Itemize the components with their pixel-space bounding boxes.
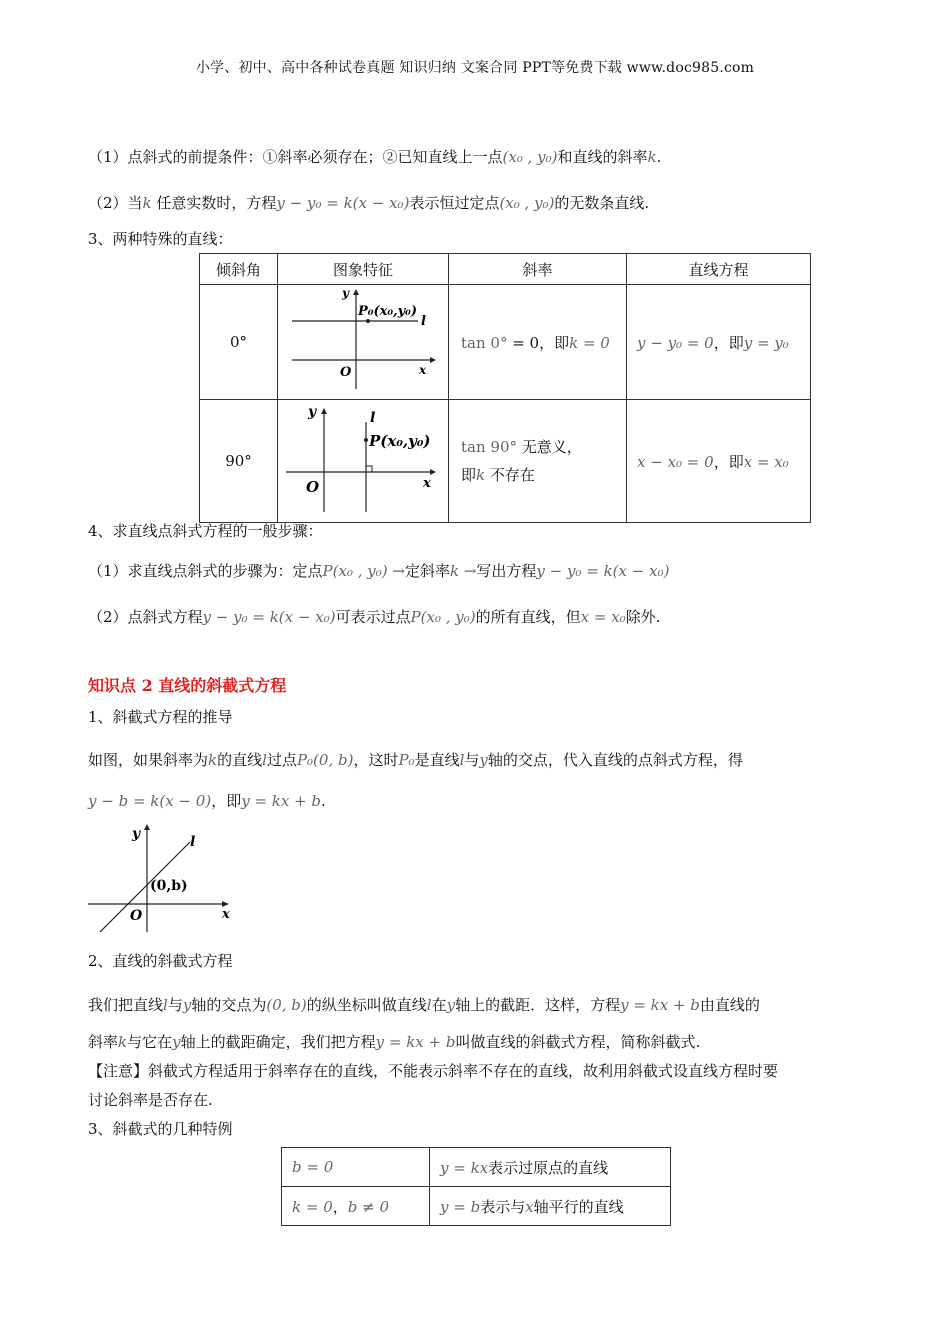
text: 无意义，: [517, 438, 582, 456]
text: 的纵坐标叫做直线: [306, 996, 427, 1014]
right-angle-mark: [366, 466, 372, 472]
math-eq: y − y₀ = 0: [637, 333, 714, 352]
math-k: k: [142, 194, 152, 212]
text: 与: [167, 996, 183, 1014]
math-point: (x₀ , y₀): [499, 194, 555, 212]
math-eq: y = y₀: [743, 333, 789, 352]
paragraph-derivation-result: [88, 790, 326, 811]
header-figure: 图象特征: [278, 254, 449, 285]
y-label: y: [308, 404, 317, 420]
y-arrow: [321, 408, 327, 414]
figure-cell: [278, 400, 449, 523]
text: 轴上的截距确定，我们把方程: [180, 1033, 376, 1051]
text: 在: [431, 996, 447, 1014]
special-cases-table: [281, 1147, 671, 1226]
horizontal-line-figure: [278, 285, 446, 395]
p-label: P(x₀,y₀): [369, 432, 431, 450]
subsection-3-heading: 3、斜截式的几种特例: [88, 1120, 233, 1138]
math-equation: y − b = k(x − 0): [88, 792, 212, 810]
x-label: x: [419, 363, 427, 377]
math-equation: y = kx + b: [620, 996, 700, 1014]
math-equation: y − y₀ = k(x − x₀): [202, 608, 336, 626]
text: 定斜率: [404, 562, 450, 580]
text: 如图，如果斜率为: [88, 751, 209, 769]
text: 轴上的截距．这样，方程: [455, 996, 621, 1014]
text: 可表示过点: [335, 608, 411, 626]
text: 的无数条直线.: [554, 194, 650, 212]
l-label: l: [370, 410, 376, 426]
paragraph-derivation: [88, 749, 743, 770]
paragraph-precondition: [88, 146, 661, 167]
text: （2）点斜式方程: [88, 608, 203, 626]
math-k: k: [647, 148, 657, 166]
math-l: l: [426, 996, 432, 1014]
text: 是直线: [414, 751, 460, 769]
text: 的直线: [217, 751, 263, 769]
case-cell: [282, 1148, 430, 1187]
math-point: (x₀ , y₀): [502, 148, 558, 166]
note-line-1: 【注意】斜截式方程适用于斜率存在的直线，不能表示斜率不存在的直线，故利用斜截式设直线方程时要: [88, 1062, 779, 1080]
math-equation: y − y₀ = k(x − x₀): [536, 562, 670, 580]
text: ，这时: [353, 751, 399, 769]
math-k0: k = 0: [569, 333, 610, 352]
origin-label: O: [306, 478, 320, 496]
l-label: l: [421, 314, 426, 329]
p0-label: P₀(x₀,y₀): [358, 304, 417, 319]
y-arrow: [144, 824, 150, 830]
text: ，即: [211, 792, 242, 810]
math-point: P(x₀ , y₀): [410, 608, 476, 626]
math-equation: y = kx + b: [375, 1033, 456, 1051]
table-header-row: [200, 254, 811, 285]
l-label: l: [190, 834, 196, 850]
text: 我们把直线: [88, 996, 164, 1014]
subsection-2-heading: 2、直线的斜截式方程: [88, 952, 233, 970]
slope-cell: [449, 400, 627, 523]
text: .: [321, 792, 326, 810]
text: 表示过原点的直线: [488, 1158, 609, 1177]
text: ，即: [713, 452, 744, 471]
table-row: [282, 1148, 671, 1187]
section-3-heading: 3、两种特殊的直线：: [88, 230, 233, 248]
text: ，: [332, 1197, 348, 1216]
math-y: y: [479, 751, 488, 769]
math-l: l: [459, 751, 465, 769]
header-slope: 斜率: [449, 254, 627, 285]
text: （2）当: [88, 194, 143, 212]
text: 与它在: [127, 1033, 173, 1051]
math-b0: b = 0: [292, 1158, 334, 1176]
paragraph-definition-cont: [88, 1031, 700, 1052]
y-label: y: [132, 826, 141, 842]
math-y: y: [446, 996, 456, 1014]
slope-line-1: [461, 433, 625, 461]
meaning-cell: [430, 1148, 671, 1187]
paragraph-point-slope-scope: [88, 606, 660, 627]
meaning-cell: [430, 1187, 671, 1226]
paragraph-definition: [88, 994, 760, 1015]
text: 任意实数时，方程: [151, 194, 277, 212]
text: = 0，即: [507, 333, 570, 352]
math-point: (0, b): [266, 996, 307, 1014]
paragraph-steps: [88, 560, 669, 581]
math-equation: y − y₀ = k(x − x₀): [276, 194, 410, 212]
math-k0: k = 0: [292, 1197, 333, 1216]
text: 由直线的: [699, 996, 760, 1014]
table-row: [200, 285, 811, 400]
math-l: l: [262, 751, 267, 769]
math-tan90: tan 90°: [461, 438, 517, 456]
special-lines-table: [199, 253, 811, 523]
intercept-label: (0,b): [150, 878, 188, 894]
math-eq: y = b: [440, 1197, 481, 1216]
text: 写出方程: [476, 562, 537, 580]
text: 轴的交点，代入直线的点斜式方程，得: [487, 751, 743, 769]
section-4-heading: 4、求直线点斜式方程的一般步骤：: [88, 522, 323, 540]
figure-cell: [278, 285, 449, 400]
text: 即: [461, 466, 477, 484]
math-k: k: [476, 466, 486, 484]
math-p0: P₀: [398, 751, 415, 769]
slope-intercept-figure: [86, 822, 236, 934]
math-point: P(x₀ , y₀) →: [322, 562, 405, 580]
math-k: k →: [449, 562, 477, 580]
angle-cell: 90°: [200, 400, 278, 523]
math-y: y: [182, 996, 192, 1014]
x-label: x: [423, 476, 431, 491]
x-arrow: [430, 357, 436, 363]
math-x: x: [525, 1197, 534, 1216]
text: 轴平行的直线: [533, 1197, 624, 1216]
text: 与: [464, 751, 480, 769]
y-arrow: [353, 289, 359, 295]
point-p0: [366, 319, 370, 323]
text: 表示恒过定点: [409, 194, 500, 212]
text: 和直线的斜率: [557, 148, 648, 166]
math-k: k: [118, 1033, 128, 1051]
math-point: P₀(0, b): [296, 751, 354, 769]
subsection-1-heading: 1、斜截式方程的推导: [88, 708, 233, 726]
vertical-line-figure: [278, 400, 446, 518]
text: 的所有直线，但: [475, 608, 581, 626]
math-y: y: [172, 1033, 181, 1051]
knowledge-point-2-title: 知识点 2 直线的斜截式方程: [88, 676, 287, 695]
math-eq: x = x₀: [580, 608, 626, 626]
math-eq: y = kx: [440, 1158, 489, 1177]
page-header: 小学、初中、高中各种试卷真题 知识归纳 文案合同 PPT等免费下载 www.doc985.com: [195, 60, 755, 76]
slope-line-2: [461, 461, 625, 489]
note-line-2: 讨论斜率是否存在.: [88, 1091, 213, 1109]
math-k: k: [208, 751, 218, 769]
text: .: [656, 148, 662, 166]
text: 过点: [266, 751, 297, 769]
text: 轴的交点为: [191, 996, 267, 1014]
text: 叫做直线的斜截式方程，简称斜截式.: [455, 1033, 701, 1051]
angle-cell: 0°: [200, 285, 278, 400]
header-angle: 倾斜角: [200, 254, 278, 285]
header-equation: 直线方程: [627, 254, 811, 285]
text: 表示与: [480, 1197, 526, 1216]
math-eq: x − x₀ = 0: [637, 452, 714, 471]
text: （1）点斜式的前提条件：①斜率必须存在；②已知直线上一点: [88, 148, 503, 166]
text: 不存在: [485, 466, 535, 484]
origin-label: O: [130, 908, 143, 924]
origin-label: O: [340, 365, 352, 380]
text: ，即: [713, 333, 744, 352]
math-bneq0: b ≠ 0: [347, 1197, 390, 1216]
x-arrow: [430, 469, 436, 475]
slope-cell: [449, 285, 627, 400]
equation-cell: [627, 285, 811, 400]
text: 斜率: [88, 1033, 119, 1051]
y-label: y: [342, 286, 349, 300]
math-eq: x = x₀: [743, 452, 789, 471]
math-l: l: [163, 996, 168, 1014]
equation-cell: [627, 400, 811, 523]
table-row: [200, 400, 811, 523]
case-cell: [282, 1187, 430, 1226]
text: （1）求直线点斜式的步骤为：定点: [88, 562, 323, 580]
table-row: [282, 1187, 671, 1226]
point-p: [364, 438, 368, 442]
math-equation: y = kx + b: [241, 792, 322, 810]
x-label: x: [222, 907, 230, 922]
paragraph-any-k: [88, 192, 649, 213]
math-tan0: tan 0°: [461, 333, 508, 352]
text: 除外.: [625, 608, 661, 626]
